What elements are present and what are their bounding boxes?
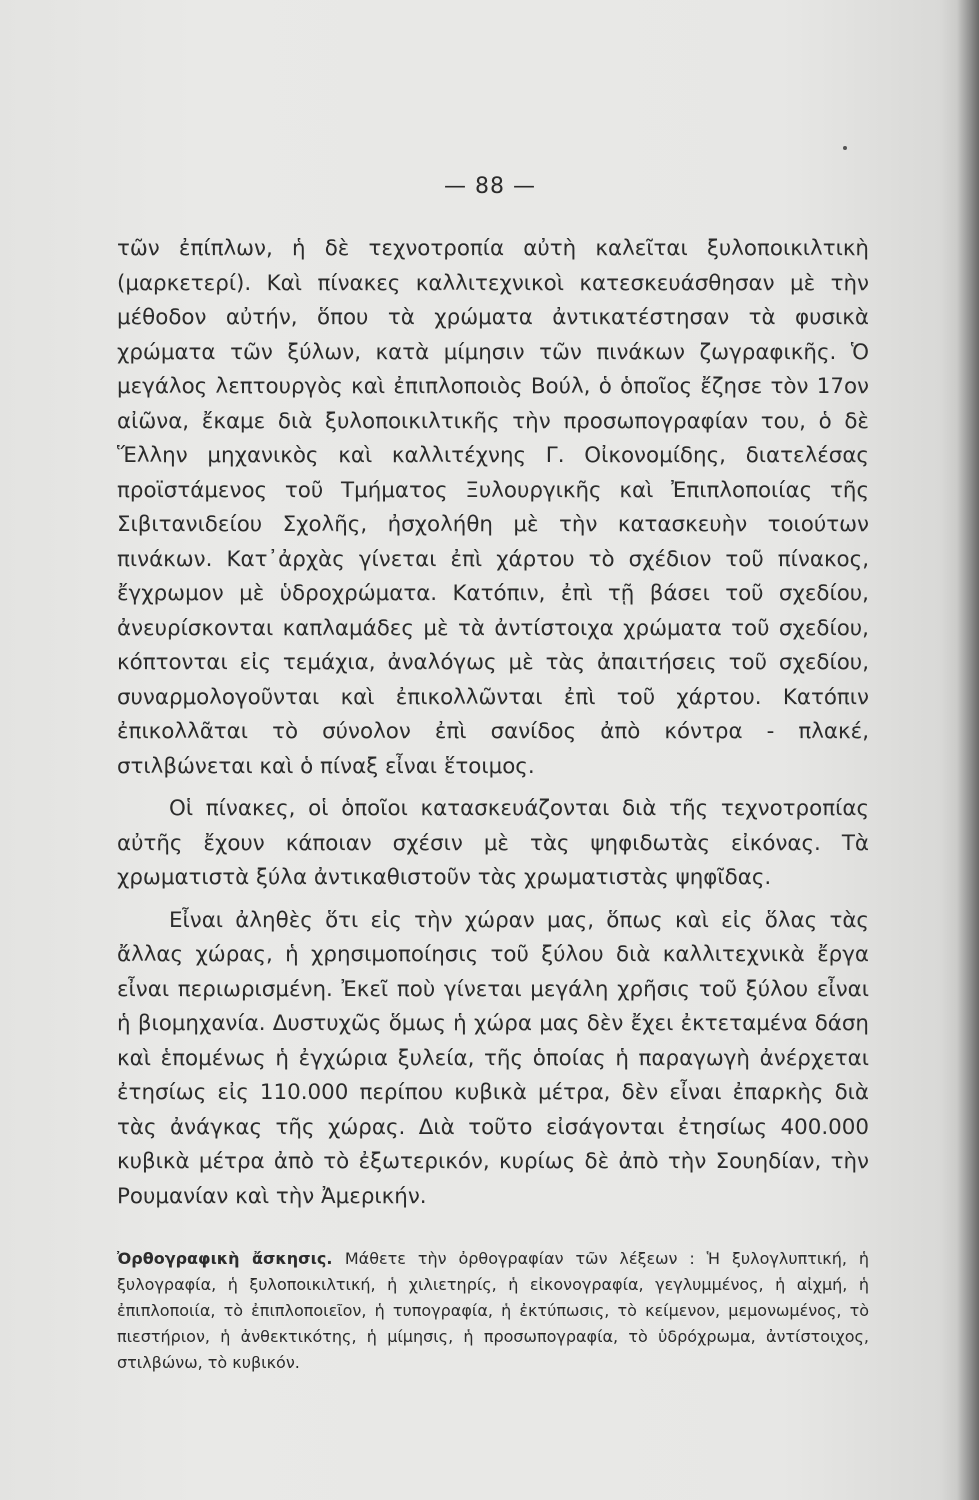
paper-speck (843, 146, 847, 150)
paragraph-1: τῶν ἐπίπλων, ἡ δὲ τεχνοτροπία αὐτὴ καλεῖται ξυλοποικιλτικὴ (μαρκετερί). Καὶ πίνακες καλλιτεχνικοὶ κατεσκευάσθησαν μὲ τὴν μέθοδον αὐτήν, ὅπου τὰ χρώματα ἀντικατέστησαν τὰ φυσικὰ χρώματα τῶν ξύλων, κατὰ μίμησιν τῶν πινάκων ζωγραφικῆς. Ὁ μεγάλος λεπτουργὸς καὶ ἐπιπλοποιὸς Βούλ, ὁ ὁποῖος ἔζησε τὸν 17ον αἰῶνα, ἔκαμε διὰ ξυλοποικιλτικῆς τὴν προσωπογραφίαν του, ὁ δὲ Ἕλλην μηχανικὸς καὶ καλλιτέχνης Γ. Οἰκονομίδης, διατελέσας προϊστάμενος τοῦ Τμήματος Ξυλουργικῆς καὶ Ἐπιπλοποιίας τῆς Σιβιτανιδείου Σχολῆς, ἠσχολήθη μὲ τὴν κατασκευὴν τοιούτων πινάκων. Κατ᾽ἀρχὰς γίνεται ἐπὶ χάρτου τὸ σχέδιον τοῦ πίνακος, ἔγχρωμον μὲ ὑδροχρώματα. Κατόπιν, ἐπὶ τῇ βάσει τοῦ σχεδίου, ἀνευρίσκονται καπλαμάδες μὲ τὰ ἀντίστοιχα χρώματα τοῦ σχεδίου, κόπτονται εἰς τεμάχια, ἀναλόγως μὲ τὰς ἀπαιτήσεις τοῦ σχεδίου, συναρμολογοῦνται καὶ ἐπικολλῶνται ἐπὶ τοῦ χάρτου. Κατόπιν ἐπικολλᾶται τὸ σύνολον ἐπὶ σανίδος ἀπὸ κόντρα - πλακέ, στιλβώνεται καὶ ὁ πίναξ εἶναι ἕτοιμος. (117, 236, 869, 779)
spelling-exercise (117, 1246, 869, 1376)
page-number: — 88 — (444, 174, 536, 199)
paragraph-2: Οἱ πίνακες, οἱ ὁποῖοι κατασκευάζονται διὰ τῆς τεχνοτροπίας αὐτῆς ἔχουν κάποιαν σχέσιν μὲ τὰς ψηφιδωτὰς εἰκόνας. Τὰ χρωματιστὰ ξύλα ἀντικαθιστοῦν τὰς χρωματιστὰς ψηφῖδας. (117, 796, 869, 890)
body-text (117, 232, 869, 1214)
exercise-text: Μάθετε τὴν ὀρθογραφίαν τῶν λέξεων : Ἡ ξυλογλυπτική, ἡ ξυλογραφία, ἡ ξυλοποικιλτική, ἡ χιλιετηρίς, ἡ εἰκονογραφία, γεγλυμμένος, ἡ αἰχμή, ἡ ἐπιπλοποιία, τὸ ἐπιπλοποιεῖον, ἡ τυπογραφία, ἡ ἐκτύπωσις, τὸ κείμενον, μεμονωμένος, τὸ πιεστήριον, ἡ ἀνθεκτικότης, ἡ μίμησις, ἡ προσωπογραφία, τὸ ὑδρόχρωμα, ἀντίστοιχος, στιλβώνω, τὸ κυβικόν. (117, 1249, 869, 1372)
paragraph-3: Εἶναι ἀληθὲς ὅτι εἰς τὴν χώραν μας, ὅπως καὶ εἰς ὅλας τὰς ἄλλας χώρας, ἡ χρησιμοποίησις τοῦ ξύλου διὰ καλλιτεχνικὰ ἔργα εἶναι περιωρισμένη. Ἐκεῖ ποὺ γίνεται μεγάλη χρῆσις τοῦ ξύλου εἶναι ἡ βιομηχανία. Δυστυχῶς ὅμως ἡ χώρα μας δὲν ἔχει ἐκτεταμένα δάση καὶ ἑπομένως ἡ ἐγχώρια ξυλεία, τῆς ὁποίας ἡ παραγωγὴ ἀνέρχεται ἐτησίως εἰς 110.000 περίπου κυβικὰ μέτρα, δὲν εἶναι ἐπαρκὴς διὰ τὰς ἀνάγκας τῆς χώρας. Διὰ τοῦτο εἰσάγονται ἐτησίως 400.000 κυβικὰ μέτρα ἀπὸ τὸ ἐξωτερικόν, κυρίως δὲ ἀπὸ τὴν Σουηδίαν, τὴν Ρουμανίαν καὶ τὴν Ἀμερικήν. (117, 907, 869, 1209)
exercise-title: Ὀρθογραφικὴ ἄσκησις. (117, 1249, 345, 1268)
binding-shadow (957, 0, 979, 1500)
